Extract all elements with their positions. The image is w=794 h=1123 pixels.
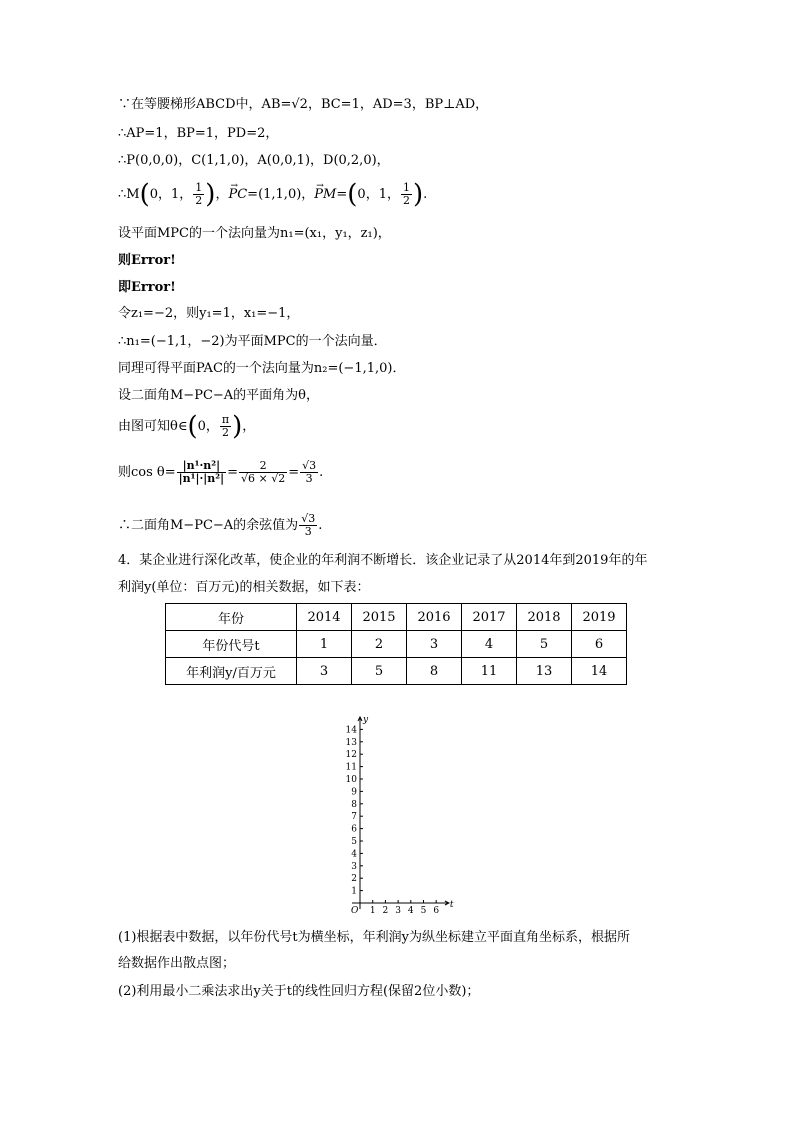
text-pc-value: =(1,1,0)， xyxy=(247,187,315,202)
x-tick-label: 5 xyxy=(420,906,427,916)
problem-intro-line-2: 利润y(单位：百万元)的相关数据，如下表： xyxy=(118,580,370,595)
question-1-line-1: (1)根据表中数据，以年份代号t为横坐标，年利润y为纵坐标建立平面直角坐标系，根据所 xyxy=(118,930,630,945)
table-cell: 5 xyxy=(517,631,572,658)
solution-line-10: 同理可得平面PAC的一个法向量为n₂=(−1,1,0)． xyxy=(118,361,406,376)
solution-line-12: 由图可知θ∈(0， $\frac{\pi}{2}$ )， xyxy=(118,411,256,442)
table-cell: 14 xyxy=(572,658,627,685)
x-axis-label: t xyxy=(449,900,454,910)
fraction-sqrt3 xyxy=(300,460,318,485)
fraction-half xyxy=(193,182,204,207)
table-cell: 3 xyxy=(297,658,352,685)
table-row-codes xyxy=(166,631,627,658)
table-cell: 6 xyxy=(572,631,627,658)
table-cell: 1 xyxy=(297,631,352,658)
y-tick-label: 4 xyxy=(351,849,357,860)
frac-den: 2 xyxy=(195,194,203,207)
table-cell: 4 xyxy=(462,631,517,658)
vector-pm: → PM xyxy=(314,180,336,210)
paren-close-2: ) xyxy=(412,179,424,210)
y-tick-label: 2 xyxy=(351,874,357,885)
text-equals-2: = xyxy=(227,465,239,480)
frac-num-2: 1 xyxy=(402,181,410,194)
frac-den-4: |n¹|·|n²| xyxy=(178,472,225,485)
table-header-cell: 年份代号t xyxy=(166,631,297,658)
solution-line-9: ∴n₁=(−1,1，−2)为平面MPC的一个法向量． xyxy=(118,334,387,349)
table-cell: 2 xyxy=(352,631,407,658)
y-tick-label: 12 xyxy=(345,750,357,761)
solution-line-8: 令z₁=−2，则y₁=1，x₁=−1， xyxy=(118,306,300,321)
frac-den-3: 2 xyxy=(222,426,229,439)
x-tick-label: 6 xyxy=(433,906,440,916)
y-tick-label: 7 xyxy=(351,812,357,823)
question-2: (2)利用最小二乘法求出y关于t的线性回归方程(保留2位小数)； xyxy=(118,984,480,999)
fraction-pi-half xyxy=(220,414,231,439)
y-tick-label: 9 xyxy=(351,787,357,798)
solution-line-3: ∴P(0,0,0)，C(1,1,0)，A(0,0,1)，D(0,2,0)， xyxy=(118,153,390,168)
frac-den-7: 3 xyxy=(304,525,312,538)
frac-num: 1 xyxy=(195,181,203,194)
text-zero: 0， xyxy=(197,419,219,434)
y-tick-label: 13 xyxy=(345,737,357,748)
solution-line-2: ∴AP=1，BP=1，PD=2， xyxy=(118,126,279,141)
paren-open: ( xyxy=(139,179,150,210)
solution-line-5: 设平面MPC的一个法向量为n₁=(x₁，y₁，z₁)， xyxy=(118,226,391,241)
text-equals: = xyxy=(336,187,348,202)
fraction-dot-product xyxy=(177,460,226,485)
table-cell: 11 xyxy=(462,658,517,685)
solution-line-13: 则cos θ= $\frac{\text{|n¹·n²|}}{\text{|n¹|·|n²|}}$ = $\frac{2}{√6 \times √2}$ = $\frac{√3}{3}$ . xyxy=(118,459,324,485)
solution-line-11: 设二面角M−PC−A的平面角为θ， xyxy=(118,388,320,403)
solution-line-7: 即Error! xyxy=(118,280,176,295)
text-equals-3: = xyxy=(288,465,300,480)
axes-group xyxy=(346,715,454,916)
scatter-axes xyxy=(336,712,456,918)
solution-line-6: 则Error! xyxy=(118,253,176,268)
table-cell: 2015 xyxy=(352,604,407,631)
text-coords-2: 0，1， xyxy=(357,187,400,202)
y-tick-label: 6 xyxy=(351,824,357,835)
table-cell: 8 xyxy=(407,658,462,685)
text-therefore-m: ∴M xyxy=(118,187,140,202)
fraction-half-2 xyxy=(401,182,412,207)
x-tick-label: 3 xyxy=(395,906,401,916)
origin-label: O xyxy=(351,906,359,916)
y-tick-label: 3 xyxy=(351,861,357,872)
y-tick-label: 14 xyxy=(345,725,357,736)
text-coords: 0，1， xyxy=(149,187,193,202)
solution-line-1: ∵在等腰梯形ABCD中，AB=√2，BC=1，AD=3，BP⊥AD， xyxy=(118,97,489,112)
table-header-cell: 年利润y/百万元 xyxy=(166,658,297,685)
paren-open-3: ( xyxy=(187,411,198,442)
table-row-years xyxy=(166,604,627,631)
fraction-two xyxy=(239,460,287,485)
x-tick-label: 4 xyxy=(407,906,414,916)
table-cell: 3 xyxy=(407,631,462,658)
y-tick-label: 10 xyxy=(345,775,357,785)
text-theta-range: 由图可知θ∈ xyxy=(118,419,188,434)
text-cos-theta: 则cos θ= xyxy=(118,465,176,480)
table-row-profits xyxy=(166,658,627,685)
frac-num-7: √3 xyxy=(301,512,316,525)
solution-line-4: ∴M(0，1， $\frac{1}{2}$ )，→ PC=(1,1,0)，→ PM=(0，1， $\frac{1}{2}$ ). xyxy=(118,180,427,210)
text-comma: ， xyxy=(215,187,229,202)
vector-pc: → PC xyxy=(228,180,247,210)
paren-close: ) xyxy=(205,179,216,210)
fraction-answer xyxy=(299,513,317,538)
frac-den-6: 3 xyxy=(305,472,313,485)
frac-den-5: √6 × √2 xyxy=(241,472,286,485)
table-cell: 5 xyxy=(352,658,407,685)
x-tick-label: 1 xyxy=(369,906,376,916)
y-tick-label: 5 xyxy=(351,837,357,847)
text-cosine-answer: ∴二面角M−PC−A的余弦值为 xyxy=(118,518,299,533)
data-table xyxy=(165,603,627,685)
y-tick-label: 11 xyxy=(345,762,357,773)
paren-close-3: ) xyxy=(232,411,243,442)
table-cell: 2018 xyxy=(517,604,572,631)
table-cell: 2017 xyxy=(462,604,517,631)
paren-open-2: ( xyxy=(347,179,358,210)
table-cell: 2016 xyxy=(407,604,462,631)
solution-line-14: ∴二面角M−PC−A的余弦值为 $\frac{√3}{3}$ . xyxy=(118,512,323,538)
y-tick-label: 1 xyxy=(351,886,357,897)
question-1-line-2: 给数据作出散点图； xyxy=(118,956,236,971)
table-cell: 2019 xyxy=(572,604,627,631)
table-header-cell: 年份 xyxy=(166,604,297,631)
table-cell: 13 xyxy=(517,658,572,685)
table-cell: 2014 xyxy=(297,604,352,631)
frac-den-2: 2 xyxy=(402,194,410,207)
x-tick-label: 2 xyxy=(382,906,389,916)
problem-intro-line-1: 4．某企业进行深化改革，使企业的年利润不断增长．该企业记录了从2014年到2019年的年 xyxy=(118,553,648,568)
y-tick-label: 8 xyxy=(351,799,357,810)
frac-num-4: |n¹·n²| xyxy=(177,460,226,473)
y-axis-label: y xyxy=(363,715,369,725)
frac-num-5: 2 xyxy=(239,460,287,473)
frac-num-3: π xyxy=(221,413,230,426)
frac-num-6: √3 xyxy=(302,459,317,472)
